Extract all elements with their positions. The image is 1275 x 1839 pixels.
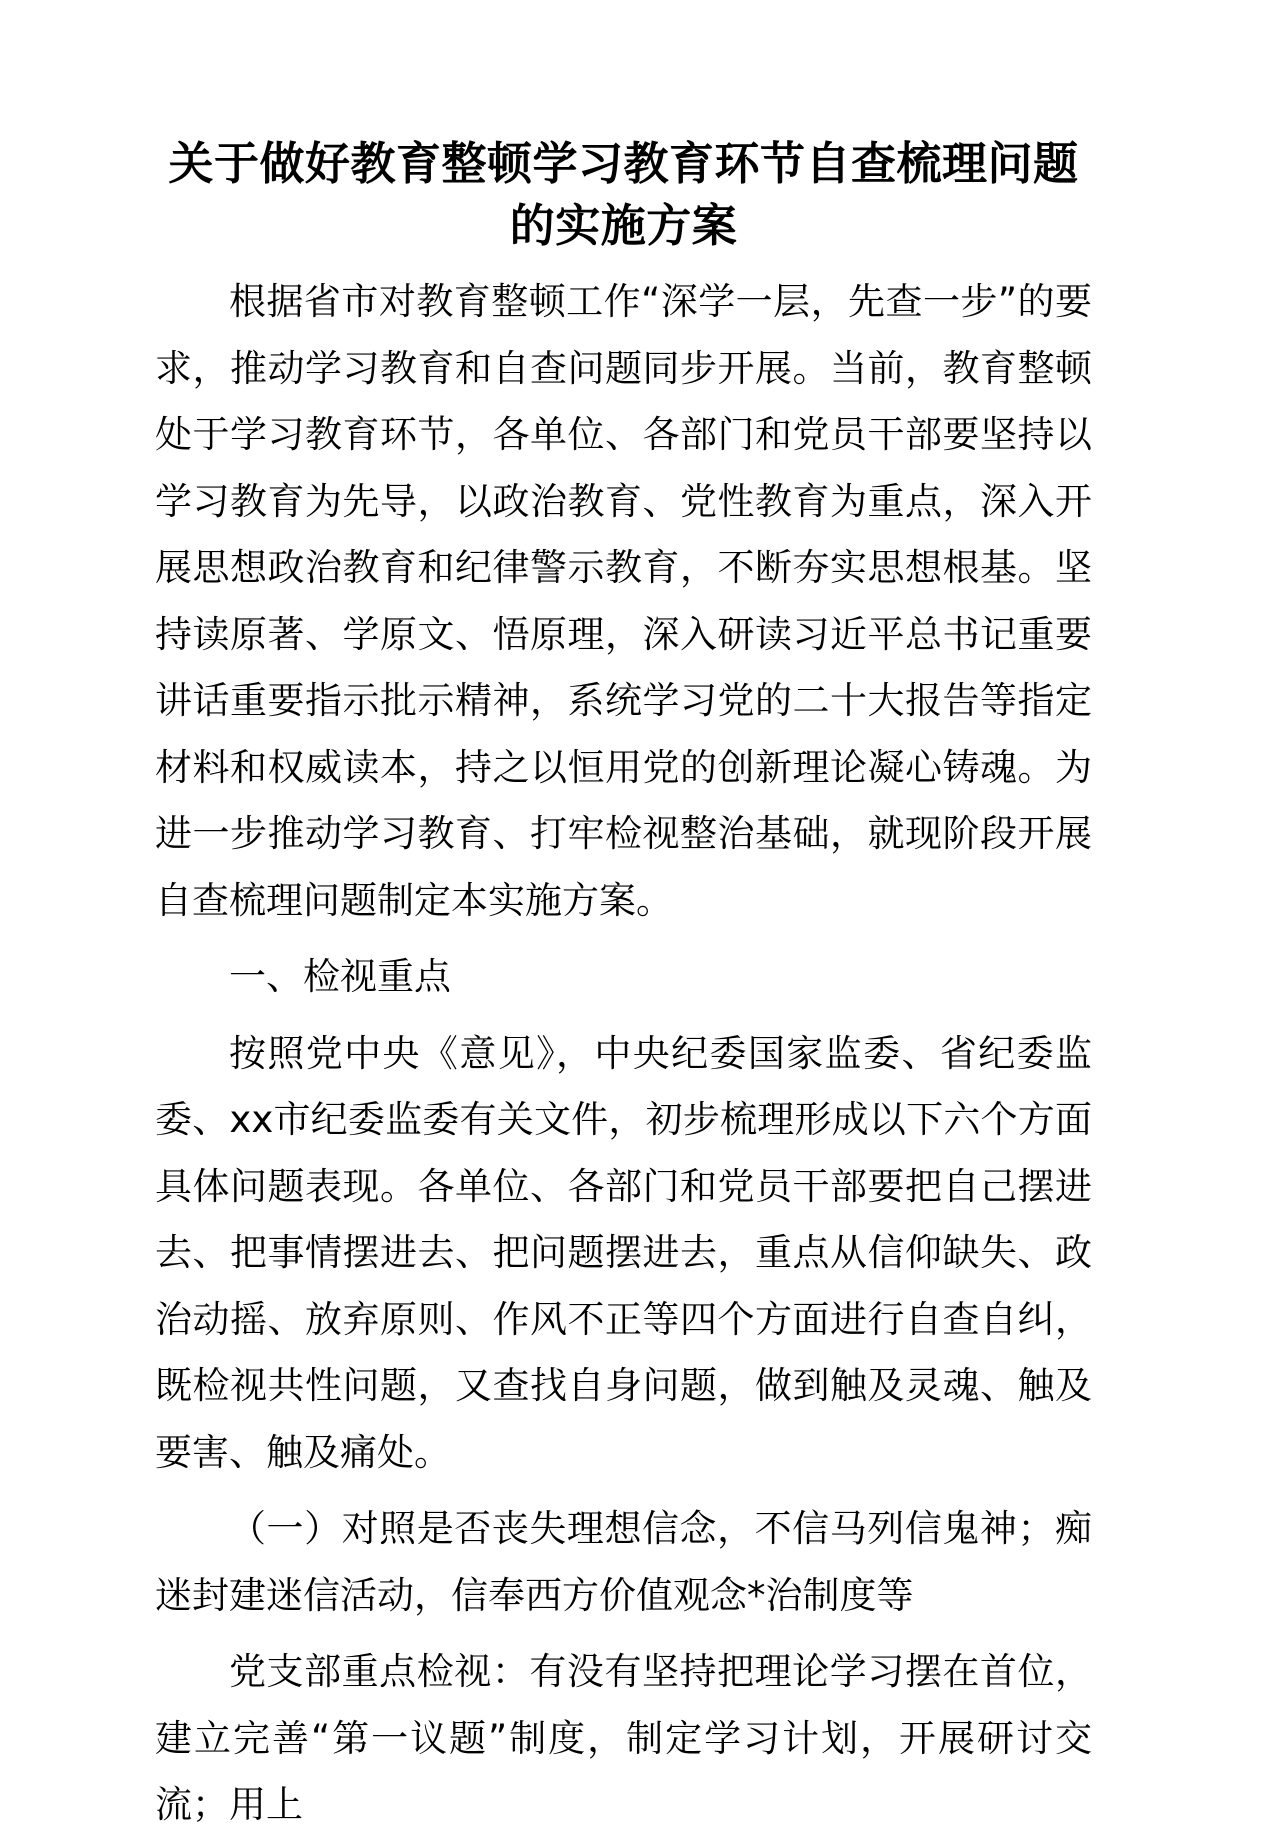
section-heading-jianshi-zhongdian: 一、检视重点 — [229, 955, 451, 998]
paragraph-gap — [155, 1486, 1092, 1496]
paragraph-gap — [155, 934, 1092, 944]
document-body — [155, 0, 1092, 1839]
paragraph-section-1-body: 按照党中央《意见》，中央纪委国家监委、省纪委监委、xx市纪委监委有关文件，初步梳理形成以下六个方面具体问题表现。各单位、各部门和党员干部要把自己摆进去、把事情摆进去、把问题摆进去，重点从信仰缺失、政治动摇、放弃原则、作风不正等四个方面进行自查自纠，既检视共性问题，又查找自身问题，做到触及灵魂、触及要害、触及痛处。 — [155, 1031, 1092, 1474]
paragraph-gap — [155, 1011, 1092, 1021]
paragraph-intro: 根据省市对教育整顿工作“深学一层，先查一步”的要求，推动学习教育和自查问题同步开展。当前，教育整顿处于学习教育环节，各单位、各部门和党员干部要坚持以学习教育为先导，以政治教育、党性教育为重点，深入开展思想政治教育和纪律警示教育，不断夯实思想根基。坚持读原著、学原文、悟原理，深入研读习近平总书记重要讲话重要指示批示精神，系统学习党的二十大报告等指定材料和权威读本，持之以恒用党的创新理论凝心铸魂。为进一步推动学习教育、打牢检视整治基础，就现阶段开展自查梳理问题制定本实施方案。 — [155, 280, 1092, 922]
paragraph-subsection-1: （一）对照是否丧失理想信念，不信马列信鬼神；痴迷封建迷信活动，信奉西方价值观念*治制度等 — [155, 1507, 1092, 1617]
paragraph-gap — [155, 1629, 1092, 1639]
paragraph-subsection-1-branch: 党支部重点检视：有没有坚持把理论学习摆在首位，建立完善“第一议题”制度，制定学习计划，开展研讨交流；用上 — [155, 1650, 1092, 1826]
title-spacer — [155, 257, 1092, 269]
page-title: 关于做好教育整顿学习教育环节自查梳理问题的实施方案 — [168, 137, 1079, 252]
